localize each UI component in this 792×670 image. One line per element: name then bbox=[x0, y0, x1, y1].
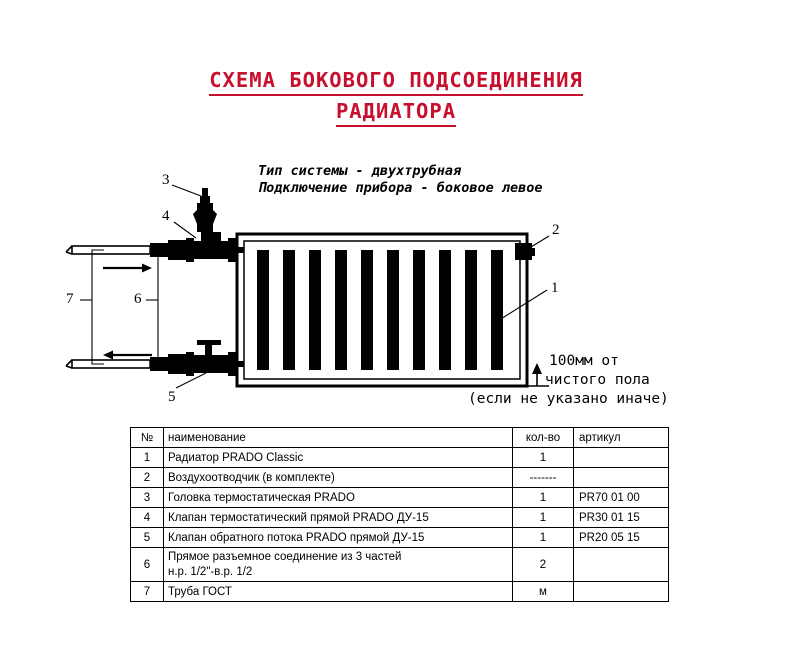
cell-article bbox=[574, 468, 669, 488]
note-height-line-2: чистого пола bbox=[545, 372, 650, 388]
air-vent-part bbox=[515, 243, 535, 260]
callout-2: 2 bbox=[552, 222, 560, 238]
callout-7: 7 bbox=[66, 291, 74, 307]
cell-num: 3 bbox=[131, 488, 164, 508]
callout-4: 4 bbox=[162, 208, 170, 224]
return-pipe bbox=[66, 351, 168, 372]
radiator-body bbox=[237, 234, 527, 386]
callout-3: 3 bbox=[162, 172, 170, 188]
subtitle-line-2: Подключение прибора - боковое левое bbox=[258, 180, 543, 196]
cell-num: 1 bbox=[131, 448, 164, 468]
cell-qty: 1 bbox=[513, 508, 574, 528]
callout-5: 5 bbox=[168, 389, 176, 405]
table-row bbox=[131, 548, 669, 582]
cell-num: 5 bbox=[131, 528, 164, 548]
cell-num: 7 bbox=[131, 582, 164, 602]
cell-name: Клапан термостатический прямой PRADO ДУ-15 bbox=[164, 508, 513, 528]
table-header-row bbox=[131, 428, 669, 448]
cell-name-line-2: н.р. 1/2"-в.р. 1/2 bbox=[168, 565, 253, 578]
header-name: наименование bbox=[164, 428, 513, 448]
table-row bbox=[131, 468, 669, 488]
cell-num: 6 bbox=[131, 548, 164, 582]
cell-name: Радиатор PRADO Classic bbox=[164, 448, 513, 468]
specification-table bbox=[130, 427, 669, 602]
cell-num: 4 bbox=[131, 508, 164, 528]
cell-qty: 1 bbox=[513, 528, 574, 548]
table-row bbox=[131, 528, 669, 548]
cell-qty: 1 bbox=[513, 448, 574, 468]
header-article: артикул bbox=[574, 428, 669, 448]
cell-qty: м bbox=[513, 582, 574, 602]
cell-name: Клапан обратного потока PRADO прямой ДУ-15 bbox=[164, 528, 513, 548]
cell-qty: 1 bbox=[513, 488, 574, 508]
cell-name: Головка термостатическая PRADO bbox=[164, 488, 513, 508]
table-row bbox=[131, 448, 669, 468]
cell-name: Воздухоотводчик (в комплекте) bbox=[164, 468, 513, 488]
table-row bbox=[131, 508, 669, 528]
cell-article bbox=[574, 448, 669, 468]
cell-article bbox=[574, 582, 669, 602]
cell-article: PR20 05 15 bbox=[574, 528, 669, 548]
table-row bbox=[131, 488, 669, 508]
note-height-line-3: (если не указано иначе) bbox=[468, 391, 669, 407]
title-line-2: РАДИАТОРА bbox=[336, 99, 456, 127]
union-fittings bbox=[168, 240, 186, 374]
cell-article: PR70 01 00 bbox=[574, 488, 669, 508]
header-qty: кол-во bbox=[513, 428, 574, 448]
subtitle-line-1: Тип системы - двухтрубная bbox=[258, 163, 462, 179]
supply-pipe bbox=[66, 243, 168, 273]
cell-name: Труба ГОСТ bbox=[164, 582, 513, 602]
cell-article: PR30 01 15 bbox=[574, 508, 669, 528]
note-height-line-1: 100мм от bbox=[549, 353, 619, 369]
title-line-1: СХЕМА БОКОВОГО ПОДСОЕДИНЕНИЯ bbox=[209, 68, 583, 96]
cell-article bbox=[574, 548, 669, 582]
cell-name bbox=[164, 548, 513, 582]
cell-qty: ------- bbox=[513, 468, 574, 488]
callout-6: 6 bbox=[134, 291, 142, 307]
table-row bbox=[131, 582, 669, 602]
cell-name-line-1: Прямое разъемное соединение из 3 частей bbox=[168, 550, 402, 563]
return-valve-part bbox=[186, 340, 236, 376]
header-num: № bbox=[131, 428, 164, 448]
cell-qty: 2 bbox=[513, 548, 574, 582]
cell-num: 2 bbox=[131, 468, 164, 488]
callout-1: 1 bbox=[551, 280, 559, 296]
